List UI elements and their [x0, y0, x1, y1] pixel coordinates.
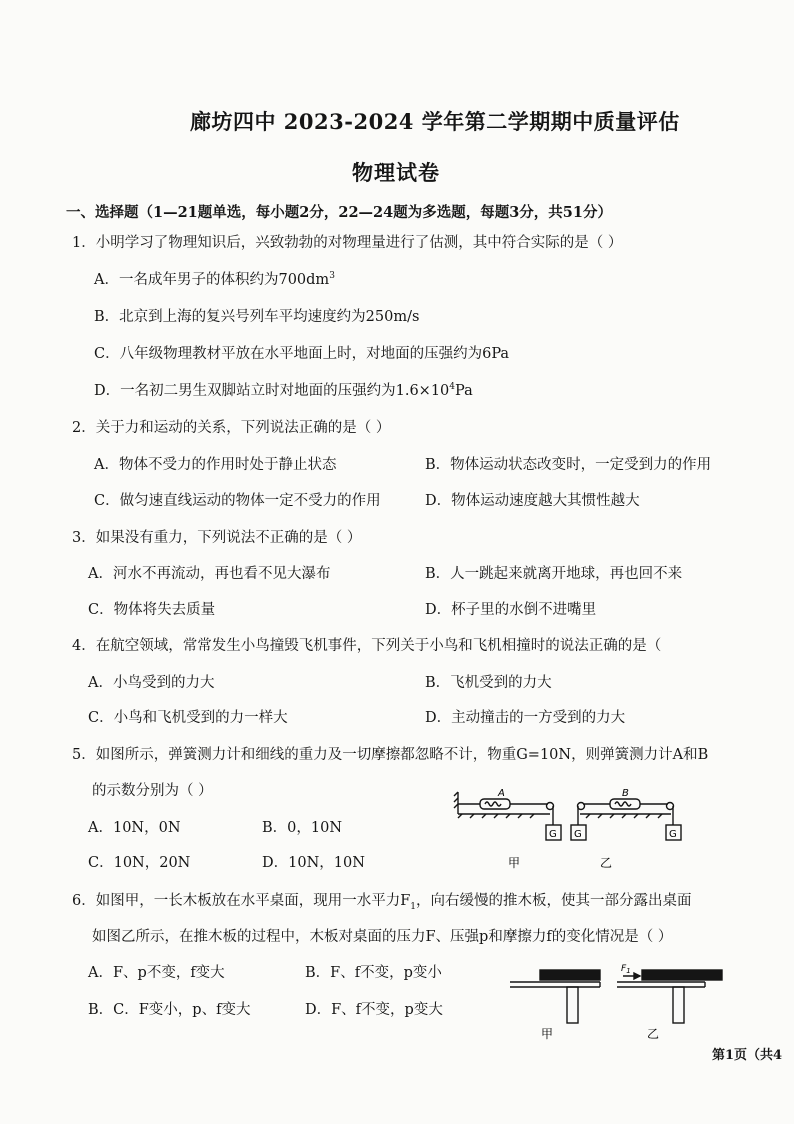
question-2-stem: 2．关于力和运动的关系，下列说法正确的是（ ） [72, 420, 391, 436]
question-4-option-d: D．主动撞击的一方受到的力大 [425, 710, 626, 726]
section-heading: 一、选择题（1—21题单选，每小题2分，22—24题为多选题，每题3分，共51分） [66, 204, 612, 221]
weight-label-1: G [549, 829, 557, 840]
spring-label-a: A [498, 788, 505, 799]
question-1-option-d: D．一名初二男生双脚站立时对地面的压强约为$1.6\times 10^4Pa$ [94, 382, 473, 399]
figure-caption-yi: 乙 [600, 856, 613, 870]
question-5-stem-line1: 5．如图所示，弹簧测力计和细线的重力及一切摩擦都忽略不计，物重G=10N，则弹簧测力计A和B [72, 747, 709, 763]
question-5-option-c: C．10N，20N [88, 855, 191, 871]
question-3-stem: 3．如果没有重力，下列说法不正确的是（ ） [72, 530, 362, 546]
force-label: $F_1$ [621, 964, 631, 975]
question-6-option-c: B．C．F变小，p、f变大 [88, 1002, 251, 1018]
question-4-option-c: C．小鸟和飞机受到的力一样大 [88, 710, 288, 726]
question-2-option-a: A．物体不受力的作用时处于静止状态 [94, 457, 337, 473]
question-6-option-d: D．F、f不变，p变大 [305, 1002, 443, 1018]
question-5-option-d: D．10N，10N [262, 855, 365, 871]
question-1-stem: 1．小明学习了物理知识后，兴致勃勃的对物理量进行了估测，其中符合实际的是（ ） [72, 235, 623, 251]
question-3-option-a: A．河水不再流动，再也看不见大瀑布 [88, 566, 331, 582]
question-5-option-b: B．0，10N [262, 820, 343, 836]
question-1-option-c: C．八年级物理教材平放在水平地面上时，对地面的压强约为6Pa [94, 346, 510, 362]
question-1-option-b: B．北京到上海的复兴号列车平均速度约为250m/s [94, 309, 420, 325]
page-number: 第1页（共4 [712, 1048, 783, 1063]
board-push-figure [505, 960, 730, 1045]
question-5-stem-line2: 的示数分别为（ ） [92, 783, 213, 799]
spring-scale-figure [450, 782, 700, 874]
weight-label-2: G [574, 829, 582, 840]
figure-caption-jia: 甲 [541, 1027, 554, 1041]
question-6-option-a: A．F、p不变，f变大 [88, 965, 225, 981]
question-6-option-b: B．F、f不变，p变小 [305, 965, 442, 981]
question-4-option-a: A．小鸟受到的力大 [88, 675, 215, 691]
spring-label-b: B [622, 788, 629, 799]
page-subtitle: 物理试卷 [352, 160, 440, 185]
question-4-option-b: B．飞机受到的力大 [425, 675, 552, 691]
question-6-stem-line2: 如图乙所示，在推木板的过程中，木板对桌面的压力F、压强p和摩擦力f的变化情况是（ ） [92, 929, 673, 945]
figure-caption-jia: 甲 [508, 856, 521, 870]
figure-caption-yi: 乙 [647, 1027, 660, 1041]
question-4-stem: 4．在航空领域，常常发生小鸟撞毁飞机事件，下列关于小鸟和飞机相撞时的说法正确的是（ [72, 638, 662, 654]
question-1-option-a: A．一名成年男子的体积约为$700dm^3$ [94, 271, 335, 288]
question-2-option-d: D．物体运动速度越大其惯性越大 [425, 493, 640, 509]
question-2-option-b: B．物体运动状态改变时，一定受到力的作用 [425, 457, 712, 473]
question-3-option-b: B．人一跳起来就离开地球，再也回不来 [425, 566, 683, 582]
question-3-option-c: C．物体将失去质量 [88, 602, 216, 618]
weight-label-3: G [669, 829, 677, 840]
question-6-stem-line1: 6．如图甲，一长木板放在水平桌面，现用一水平力$F_1$，向右缓慢的推木板，使其一部分露出桌面 [72, 893, 692, 912]
page-title: 廊坊四中 2023-2024 学年第二学期期中质量评估 [190, 109, 680, 134]
question-5-option-a: A．10N，0N [88, 820, 181, 836]
question-3-option-d: D．杯子里的水倒不进嘴里 [425, 602, 597, 618]
question-2-option-c: C．做匀速直线运动的物体一定不受力的作用 [94, 493, 381, 509]
